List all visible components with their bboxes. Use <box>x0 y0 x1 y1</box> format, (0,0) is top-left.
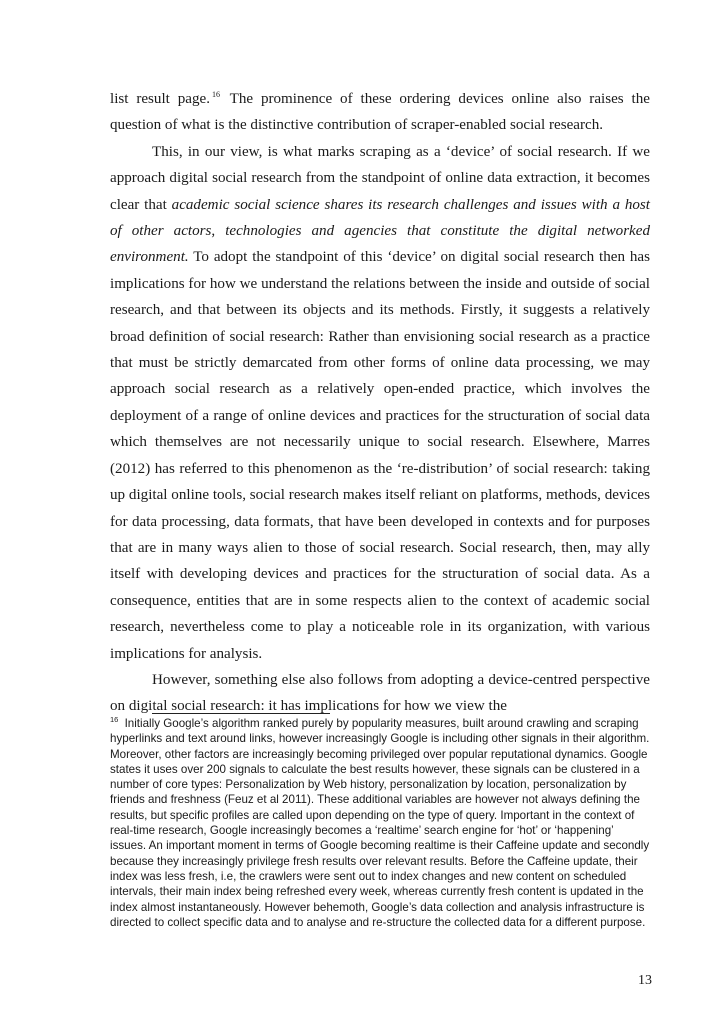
paragraph-1-start: list result page. <box>110 91 210 107</box>
paragraph-2 <box>110 139 650 667</box>
body-text <box>110 86 650 720</box>
comma-separator: , <box>211 223 226 240</box>
paragraph-2-end: To adopt the standpoint of this ‘device’ on digital social research then has implications for how we understand the relations between the inside and outside of social research, and that between its objects and its methods. Firstly, it suggests a relatively broad definition of social research: Rather than envisioning social research as a practice that must be strictly demarcated from other forms of online data processing, we may approach social research as a relatively open-ended practice, which involves the deployment of a range of online devices and practices for the structuration of social data which themselves are not necessarily unique to social research. Elsewhere, Marres (2012) has referred to this phenomenon as the ‘re-distribution’ of social research: taking up digital online tools, social research makes itself reliant on platforms, methods, devices for data processing, data formats, that have been developed in contexts and for purposes that are in many ways alien to those of social research. Social research, then, may ally itself with developing devices and practices for the structuration of social data. As a consequence, entities that are in some respects alien to the context of academic social research, nevertheless come to play a noticeable role in its organization, with various implications for analysis. <box>110 249 650 662</box>
footnote <box>110 716 652 930</box>
footnote-number: 16 <box>110 715 119 725</box>
footnote-reference: 16 <box>212 89 220 99</box>
paragraph-3 <box>110 667 650 720</box>
paragraph-2-start: This, in our view, is what marks scraping as a ‘device’ of social research. If we approach digital social research from the standpoint of online data extraction, it becomes clear that <box>110 143 650 213</box>
footnote-separator <box>152 713 330 714</box>
italic-phrase-2: technologies and agencies that constitute the digital networked environment. <box>110 223 651 266</box>
paragraph-1 <box>110 86 650 139</box>
footnote-text: Initially Google’s algorithm ranked purely by popularity measures, built around crawling and scraping hyperlinks and text around links, however increasingly Google is including other signals in their algorithm. Moreover, other factors are increasingly becoming privileged over popular reputational dynamics. Google states it uses over 200 signals to calculate the best results however, these signals can be clustered in a number of core types: Personalization by Web history, personalization by location, personalization by friends and freshness (Feuz et al 2011). These additional variables are however not always defining the results, but specific profiles are called upon depending on the type of query. Important in the context of real-time research, Google increasingly becomes a ‘realtime’ search engine for ‘hot’ or ‘happening’ issues. An important moment in terms of Google becoming realtime is their Caffeine update and secondly because they increasingly privilege fresh results over relevant results. Before the Caffeine update, their index was less fresh, i.e, the crawlers were sent out to index changes and new content on scheduled intervals, their main index being refreshed every week, whereas currently fresh content is updated in the index almost instantaneously. However behemoth, Google’s data collection and analysis infrastructure is directed to collect specific data and to analyse and re-structure the collected data for a different purpose. <box>110 717 650 929</box>
page-number: 13 <box>638 973 652 988</box>
italic-phrase-1: academic social science shares its research challenges and issues with a host of other actors <box>110 196 650 240</box>
paragraph-3-text: However, something else also follows from adopting a device-centred perspective on digital social research: it has implications for how we view the <box>110 671 650 715</box>
paragraph-1-end: The prominence of these ordering devices online also raises the question of what is the distinctive contribution of scraper-enabled social research. <box>110 91 650 134</box>
